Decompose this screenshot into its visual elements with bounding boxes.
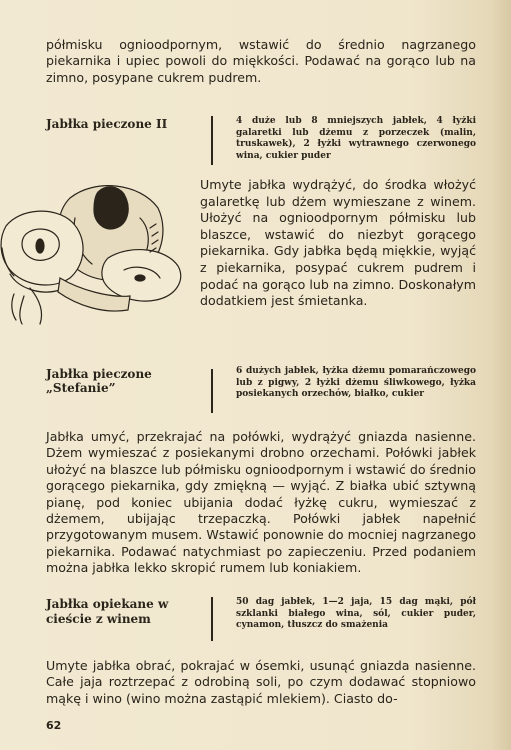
intro-paragraph: półmisku ognioodpornym, wstawić do średnio nagrzanego piekarnika i upiec powoli do miękkości. Podawać na gorąco lub na zimno, posypane cukrem pudrem. <box>46 37 476 85</box>
recipe-instructions: Jabłka umyć, przekrajać na połówki, wydrążyć gniazda nasienne. Dżem wymieszać z posiekanymi drobno orzechami. Połówki jabłek ułożyć na blaszce lub półmisku ognioodpornym i wstawić do średnio gorącego piekarnika, gdy zmiękną — wyjąć. Z białka ubić sztywną pianę, pod koniec ubijania dodać łyżkę cukru, wymieszać z dżemem, ubijając trzepaczką. Połówki jabłek napełnić przygotowanym musem. Wstawić ponownie do mocniej nagrzanego piekarnika. Podawać natychmiast po zapieczeniu. Przed podaniem można jabłka lekko skropić rumem lub koniakiem. <box>46 429 476 576</box>
page-number: 62 <box>46 719 62 732</box>
recipe-ingredients: 4 duże lub 8 mniejszych jabłek, 4 łyżki galaretki lub dżemu z porzeczek (malin, truskawek), 2 łyżki wytrawnego czerwonego wina, cukier puder <box>236 116 476 161</box>
recipe-instructions: Umyte jabłka wydrążyć, do środka włożyć galaretkę lub dżem wymieszane z winem. Ułożyć na ognioodpornym półmisku lub blaszce, wstawić do niezbyt gorącego piekarnika. Gdy jabłka będą miękkie, wyjąć z piekarnika, posypać cukrem pudrem i podać na gorąco lub na zimno. Doskonałym dodatkiem jest śmietanka. <box>200 177 476 309</box>
recipe-title: Jabłka pieczone „Stefanie” <box>46 367 152 395</box>
recipe-title: Jabłka opiekane w cieście z winem <box>46 597 169 626</box>
ingredient-divider <box>211 369 213 413</box>
ingredient-divider <box>211 116 213 165</box>
apple-illustration <box>0 178 200 328</box>
ingredient-divider <box>211 597 213 641</box>
recipe-ingredients: 50 dag jabłek, 1—2 jaja, 15 dag mąki, pół szklanki białego wina, sól, cukier puder, cynamon, tłuszcz do smażenia <box>236 597 476 631</box>
recipe-title: Jabłka pieczone II <box>46 117 168 131</box>
recipe-ingredients: 6 dużych jabłek, łyżka dżemu pomarańczowego lub z pigwy, 2 łyżki dżemu śliwkowego, łyżka posiekanych orzechów, białko, cukier <box>236 366 476 400</box>
recipe-instructions: Umyte jabłka obrać, pokrajać w ósemki, usunąć gniazda nasienne. Całe jaja roztrzepać z odrobiną soli, po czym dodawać stopniowo mąkę i wino (wino można zastąpić mlekiem). Ciasto do- <box>46 658 476 706</box>
